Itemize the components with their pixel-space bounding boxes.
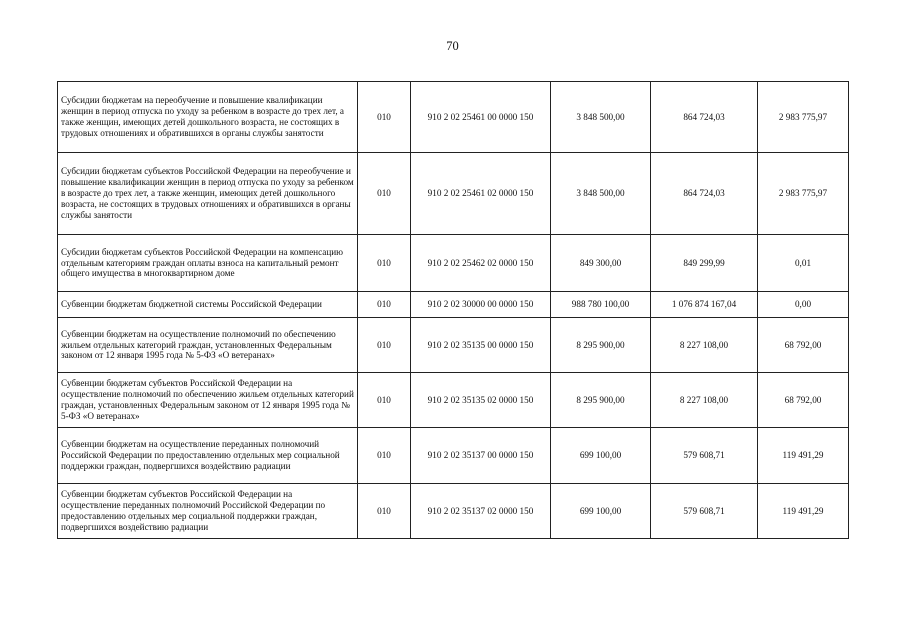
row-description: Субсидии бюджетам субъектов Российской Федерации на компенсацию отдельным категориям граждан оплаты взноса на капитальный ремонт общего имущества в многоквартирном доме xyxy=(58,235,358,292)
table-row xyxy=(58,235,849,292)
budget-table xyxy=(57,81,849,539)
row-executed-amount: 579 608,71 xyxy=(651,428,758,484)
row-remainder-amount: 68 792,00 xyxy=(758,373,849,428)
row-approved-amount: 699 100,00 xyxy=(551,484,651,539)
row-description: Субсидии бюджетам субъектов Российской Федерации на переобучение и повышение квалификации женщин в период отпуска по уходу за ребенком в возрасте до трех лет, а также женщин, имеющих детей дошкольного возраста, не состоящих в трудовых отношениях и обратившихся в органы службы занятости xyxy=(58,153,358,235)
table-row xyxy=(58,82,849,153)
row-admin-code: 010 xyxy=(358,153,411,235)
page-number: 70 xyxy=(446,39,459,53)
row-description: Субсидии бюджетам на переобучение и повышение квалификации женщин в период отпуска по уходу за ребенком в возрасте до трех лет, а также женщин, имеющих детей дошкольного возраста, не состоящих в трудовых отношениях и обратившихся в органы службы занятости xyxy=(58,82,358,153)
row-executed-amount: 579 608,71 xyxy=(651,484,758,539)
row-kbk: 910 2 02 25461 02 0000 150 xyxy=(411,153,551,235)
row-description: Субвенции бюджетам субъектов Российской Федерации на осуществление переданных полномочий Российской Федерации по предоставлению отдельных мер социальной поддержки граждан, подвергшихся воздействию радиации xyxy=(58,484,358,539)
row-approved-amount: 849 300,00 xyxy=(551,235,651,292)
row-admin-code: 010 xyxy=(358,292,411,318)
row-kbk: 910 2 02 35137 02 0000 150 xyxy=(411,484,551,539)
row-approved-amount: 8 295 900,00 xyxy=(551,318,651,373)
row-approved-amount: 3 848 500,00 xyxy=(551,82,651,153)
row-admin-code: 010 xyxy=(358,484,411,539)
row-kbk: 910 2 02 25462 02 0000 150 xyxy=(411,235,551,292)
table-row xyxy=(58,428,849,484)
row-admin-code: 010 xyxy=(358,235,411,292)
row-kbk: 910 2 02 25461 00 0000 150 xyxy=(411,82,551,153)
row-approved-amount: 699 100,00 xyxy=(551,428,651,484)
row-approved-amount: 8 295 900,00 xyxy=(551,373,651,428)
row-admin-code: 010 xyxy=(358,318,411,373)
row-remainder-amount: 2 983 775,97 xyxy=(758,153,849,235)
table-row xyxy=(58,373,849,428)
row-remainder-amount: 0,00 xyxy=(758,292,849,318)
row-admin-code: 010 xyxy=(358,373,411,428)
row-executed-amount: 1 076 874 167,04 xyxy=(651,292,758,318)
row-remainder-amount: 0,01 xyxy=(758,235,849,292)
row-executed-amount: 864 724,03 xyxy=(651,153,758,235)
row-executed-amount: 864 724,03 xyxy=(651,82,758,153)
row-description: Субвенции бюджетам бюджетной системы Российской Федерации xyxy=(58,292,358,318)
row-kbk: 910 2 02 35135 00 0000 150 xyxy=(411,318,551,373)
table-row xyxy=(58,292,849,318)
table-row xyxy=(58,484,849,539)
row-approved-amount: 988 780 100,00 xyxy=(551,292,651,318)
row-remainder-amount: 119 491,29 xyxy=(758,428,849,484)
table-row xyxy=(58,153,849,235)
row-remainder-amount: 2 983 775,97 xyxy=(758,82,849,153)
row-executed-amount: 849 299,99 xyxy=(651,235,758,292)
table-row xyxy=(58,318,849,373)
row-kbk: 910 2 02 35135 02 0000 150 xyxy=(411,373,551,428)
row-description: Субвенции бюджетам на осуществление полномочий по обеспечению жильем отдельных категорий граждан, установленных Федеральным законом от 12 января 1995 года № 5-ФЗ «О ветеранах» xyxy=(58,318,358,373)
row-admin-code: 010 xyxy=(358,82,411,153)
row-remainder-amount: 68 792,00 xyxy=(758,318,849,373)
row-executed-amount: 8 227 108,00 xyxy=(651,318,758,373)
row-kbk: 910 2 02 35137 00 0000 150 xyxy=(411,428,551,484)
row-remainder-amount: 119 491,29 xyxy=(758,484,849,539)
row-approved-amount: 3 848 500,00 xyxy=(551,153,651,235)
row-description: Субвенции бюджетам субъектов Российской Федерации на осуществление полномочий по обеспечению жильем отдельных категорий граждан, установленных Федеральным законом от 12 января 1995 года № 5-ФЗ «О ветеранах» xyxy=(58,373,358,428)
row-executed-amount: 8 227 108,00 xyxy=(651,373,758,428)
row-admin-code: 010 xyxy=(358,428,411,484)
row-description: Субвенции бюджетам на осуществление переданных полномочий Российской Федерации по предоставлению отдельных мер социальной поддержки граждан, подвергшихся воздействию радиации xyxy=(58,428,358,484)
row-kbk: 910 2 02 30000 00 0000 150 xyxy=(411,292,551,318)
